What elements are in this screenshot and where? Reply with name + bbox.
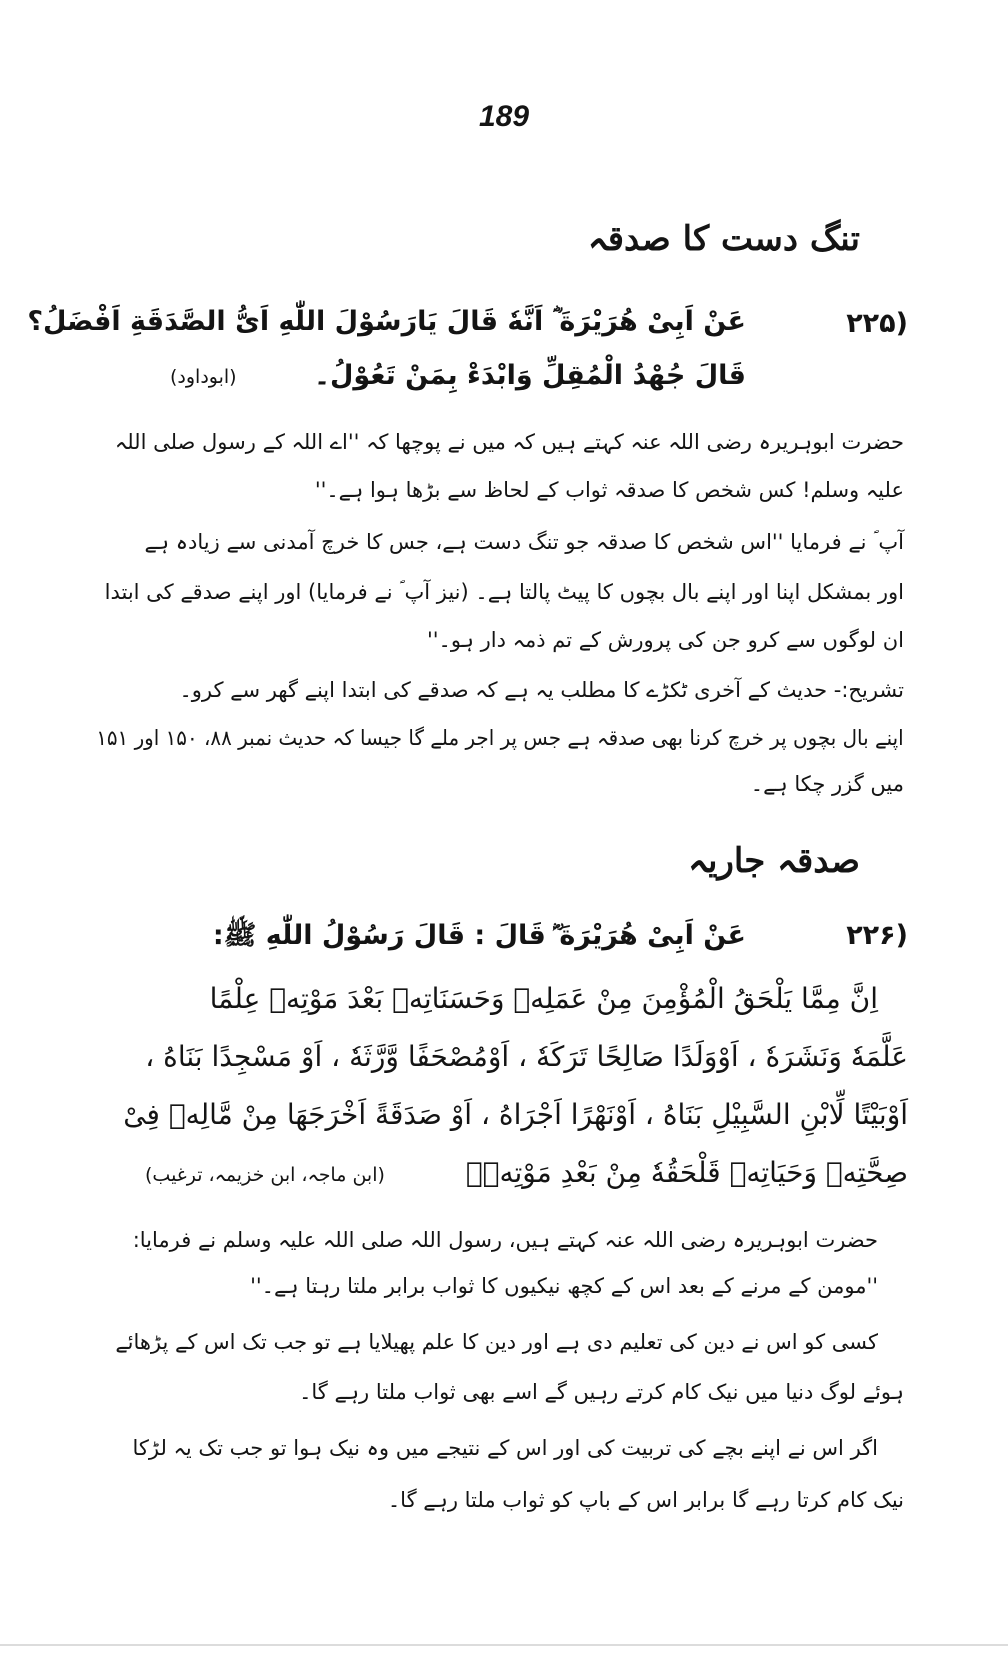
page-edge-divider bbox=[0, 1644, 1008, 1646]
translation-text: حضرت ابوہریرہ رضی اللہ عنہ کہتے ہیں، رسول اللہ صلی اللہ علیہ وسلم نے فرمایا: bbox=[132, 1228, 878, 1252]
hadith-number: (۲۲۶ bbox=[846, 920, 908, 951]
arabic-text: صِحَّتِهٖ وَحَيَاتِهٖ قَلْحَقُهٗ مِنْ بَعْدِ مَوْتِهٖ۔ bbox=[465, 1156, 908, 1189]
translation-text: علیہ وسلم! کس شخص کا صدقہ ثواب کے لحاظ سے بڑھا ہوا ہے۔'' bbox=[314, 478, 904, 502]
explanation-text: ان لوگوں سے کرو جن کی پرورش کے تم ذمہ دار ہو۔'' bbox=[426, 628, 904, 652]
arabic-text: عَنْ اَبِیْ هُرَیْرَةَ ؓ قَالَ : قَالَ رَسُوْلُ اللّٰهِ ﷺ: bbox=[212, 920, 746, 951]
explanation-text: اور بمشکل اپنا اور اپنے بال بچوں کا پیٹ پالتا ہے۔ (نیز آپ ؐ نے فرمایا) اور اپنے صدقے کی ابتدا bbox=[104, 580, 904, 604]
explanation-text: کسی کو اس نے دین کی تعلیم دی ہے اور دین کا علم پھیلایا ہے تو جب تک اس کے پڑھائے bbox=[115, 1330, 878, 1354]
page-number: 189 bbox=[478, 100, 530, 133]
hadith-reference: (ابوداود) bbox=[170, 366, 237, 388]
arabic-text: اِنَّ مِمَّا یَلْحَقُ الْمُؤْمِنَ مِنْ عَمَلِهٖ وَحَسَنَاتِهٖ بَعْدَ مَوْتِهٖ عِلْمًا bbox=[209, 982, 878, 1015]
arabic-text: اَوْبَيْتًا لِّابْنِ السَّبِيْلِ بَنَاهُ ، اَوْنَهْرًا اَجْرَاهُ ، اَوْ صَدَقَةً اَخْرَجَهَا مِنْ مَّالِهٖ فِیْ bbox=[123, 1098, 908, 1131]
explanation-text: آپ ؐ نے فرمایا ''اس شخص کا صدقہ جو تنگ دست ہے، جس کا خرچ آمدنی سے زیادہ ہے bbox=[144, 530, 904, 554]
explanation-text: اگر اس نے اپنے بچے کی تربیت کی اور اس کے نتیجے میں وہ نیک ہوا تو جب تک یہ لڑکا bbox=[132, 1436, 878, 1460]
tashreeh-text: میں گزر چکا ہے۔ bbox=[750, 772, 904, 796]
arabic-text: عَنْ اَبِیْ هُرَیْرَةَ ؓ اَنَّهٗ قَالَ یَارَسُوْلَ اللّٰهِ اَیُّ الصَّدَقَةِ اَفْضَلُ؟ bbox=[27, 306, 746, 337]
section-title: صدقہ جاریہ bbox=[688, 841, 860, 881]
hadith-reference: (ابن ماجہ، ابن خزیمہ، ترغیب) bbox=[145, 1164, 385, 1186]
explanation-text: نیک کام کرتا رہے گا برابر اس کے باپ کو ثواب ملتا رہے گا۔ bbox=[387, 1488, 904, 1512]
section-title: تنگ دست کا صدقہ bbox=[587, 219, 860, 259]
hadith-number: (۲۲۵ bbox=[846, 308, 908, 339]
tashreeh-text: اپنے بال بچوں پر خرچ کرنا بھی صدقہ ہے جس پر اجر ملے گا جیسا کہ حدیث نمبر ۸۸، ۱۵۰ اور ۱۵۱ bbox=[96, 726, 904, 750]
arabic-text: عَلَّمَهٗ وَنَشَرَهٗ ، اَوْوَلَدًا صَالِحًا تَرَكَهٗ ، اَوْمُصْحَفًا وَّرَّثَهٗ ، اَوْ مَسْجِدًا بَنَاهُ ، bbox=[145, 1040, 908, 1073]
translation-text: ''مومن کے مرنے کے بعد اس کے کچھ نیکیوں کا ثواب برابر ملتا رہتا ہے۔'' bbox=[250, 1274, 878, 1298]
translation-text: حضرت ابوہریرہ رضی اللہ عنہ کہتے ہیں کہ میں نے پوچھا کہ ''اے اللہ کے رسول صلی اللہ bbox=[114, 430, 904, 454]
tashreeh-text: تشریح:- حدیث کے آخری ٹکڑے کا مطلب یہ ہے کہ صدقے کی ابتدا اپنے گھر سے کرو۔ bbox=[179, 678, 904, 702]
arabic-text: قَالَ جُهْدُ الْمُقِلِّ وَابْدَءْ بِمَنْ تَعُوْلُ۔ bbox=[314, 360, 746, 391]
explanation-text: ہوئے لوگ دنیا میں نیک کام کرتے رہیں گے اسے بھی ثواب ملتا رہے گا۔ bbox=[299, 1380, 904, 1404]
